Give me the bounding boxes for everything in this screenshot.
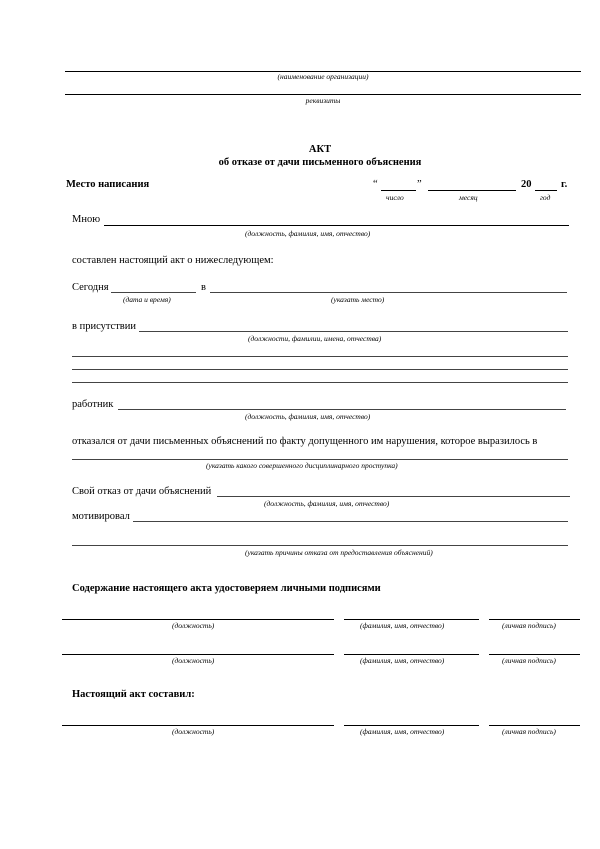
refusal-label: Свой отказ от дачи объяснений — [72, 486, 212, 497]
month-hint: месяц — [459, 193, 478, 202]
month-field[interactable] — [428, 190, 516, 191]
sig1-signature-field[interactable] — [489, 619, 580, 620]
compiler-heading: Настоящий акт составил: — [72, 689, 195, 700]
presence-line-4[interactable] — [72, 382, 568, 383]
me-label: Мною — [72, 214, 101, 225]
compiler-position-hint: (должность) — [172, 727, 215, 736]
sig1-name-field[interactable] — [344, 619, 479, 620]
signatures-heading: Содержание настоящего акта удостоверяем личными подписями — [72, 583, 381, 594]
year-field[interactable] — [535, 190, 557, 191]
today-date-hint: (дата и время) — [123, 295, 171, 304]
place-label: Место написания — [66, 179, 150, 190]
worker-label: работник — [72, 399, 114, 410]
day-hint: число — [386, 193, 404, 202]
quote-open: “ — [373, 179, 378, 190]
sig2-name-hint: (фамилия, имя, отчество) — [360, 656, 445, 665]
compiled-text: составлен настоящий акт о нижеследующем: — [72, 255, 274, 266]
me-hint: (должность, фамилия, имя, отчество) — [245, 229, 371, 238]
compiler-signature-hint: (личная подпись) — [502, 727, 556, 736]
refusal-hint: (должность, фамилия, имя, отчество) — [264, 499, 390, 508]
requisites-line[interactable] — [65, 94, 581, 95]
compiler-name-hint: (фамилия, имя, отчество) — [360, 727, 445, 736]
compiler-name-field[interactable] — [344, 725, 479, 726]
sig2-signature-hint: (личная подпись) — [502, 656, 556, 665]
year-suffix: г. — [561, 179, 568, 190]
sig1-position-hint: (должность) — [172, 621, 215, 630]
compiler-signature-field[interactable] — [489, 725, 580, 726]
sig2-position-hint: (должность) — [172, 656, 215, 665]
quote-close: ” — [417, 179, 422, 190]
presence-hint: (должности, фамилии, имена, отчества) — [248, 334, 382, 343]
sig1-position-field[interactable] — [62, 619, 334, 620]
worker-hint: (должность, фамилия, имя, отчество) — [245, 412, 371, 421]
document-subtitle: об отказе от дачи письменного объяснения — [218, 157, 422, 168]
sig2-position-field[interactable] — [62, 654, 334, 655]
presence-field[interactable] — [139, 331, 568, 332]
today-place-field[interactable] — [210, 292, 567, 293]
presence-label: в присутствии — [72, 321, 137, 332]
presence-line-2[interactable] — [72, 356, 568, 357]
motivated-field[interactable] — [133, 521, 568, 522]
reasons-field[interactable] — [72, 545, 568, 546]
motivated-label: мотивировал — [72, 511, 130, 522]
today-label: Сегодня — [72, 282, 109, 293]
compiler-position-field[interactable] — [62, 725, 334, 726]
year-prefix: 20 — [521, 179, 532, 190]
violation-hint: (указать какого совершенного дисциплинарного проступка) — [206, 461, 398, 470]
requisites-hint: реквизиты — [305, 96, 341, 105]
reasons-hint: (указать причины отказа от предоставления объяснений) — [245, 548, 433, 557]
refusal-field[interactable] — [217, 496, 570, 497]
worker-field[interactable] — [118, 409, 566, 410]
presence-line-3[interactable] — [72, 369, 568, 370]
me-field[interactable] — [104, 225, 569, 226]
refused-text: отказался от дачи письменных объяснений по факту допущенного им нарушения, которое выразилось в — [72, 436, 538, 447]
today-date-field[interactable] — [111, 292, 196, 293]
org-name-hint: (наименование организации) — [277, 72, 369, 81]
sig2-signature-field[interactable] — [489, 654, 580, 655]
sig2-name-field[interactable] — [344, 654, 479, 655]
violation-field[interactable] — [72, 459, 568, 460]
today-place-hint: (указать место) — [331, 295, 385, 304]
year-hint: год — [540, 193, 551, 202]
day-field[interactable] — [381, 190, 416, 191]
today-in-label: в — [201, 282, 206, 293]
document-title: АКТ — [308, 144, 332, 155]
sig1-name-hint: (фамилия, имя, отчество) — [360, 621, 445, 630]
sig1-signature-hint: (личная подпись) — [502, 621, 556, 630]
